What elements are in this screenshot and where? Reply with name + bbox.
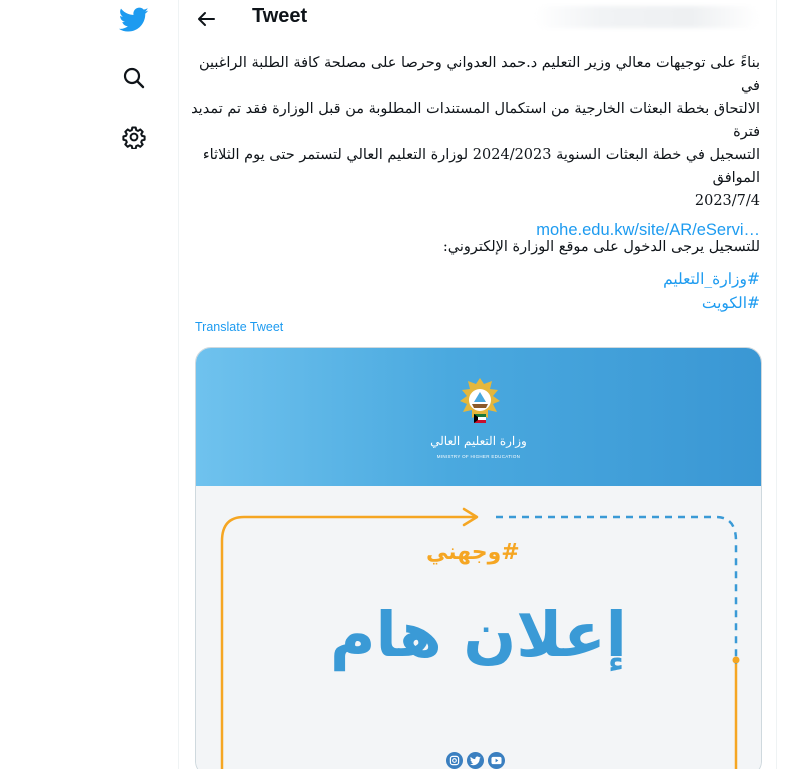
translate-tweet-link[interactable]: Translate Tweet (195, 320, 284, 334)
ministry-name-arabic: وزارة التعليم العالي (430, 434, 527, 448)
hashtag-ministry[interactable]: #وزارة_التعليم (663, 270, 760, 288)
twitter-home-button[interactable] (116, 2, 152, 38)
tweet-line: 2023/7/4 (694, 193, 760, 209)
kuwait-emblem-icon (444, 374, 516, 464)
search-icon (122, 66, 146, 90)
instagram-icon (446, 752, 463, 769)
media-hashtag: #وجهني (426, 540, 520, 565)
announcement-title: إعلان هام (330, 598, 627, 671)
tweet-line: الالتحاق بخطة البعثات الخارجية من استكمال المستندات المطلوبة من قبل الوزارة فقد تم تمديد فترة (191, 101, 760, 140)
left-nav (0, 0, 178, 769)
tweet-link[interactable]: mohe.edu.kw/site/AR/eServi… (536, 221, 760, 239)
settings-button[interactable] (116, 119, 152, 155)
tweet-line: للتسجيل يرجى الدخول على موقع الوزارة الإلكتروني: (442, 239, 760, 255)
tweet-media-image[interactable] (195, 347, 762, 769)
blurred-author-info (534, 6, 759, 28)
social-icons (446, 752, 505, 769)
hashtag-kuwait[interactable]: #الكويت (701, 294, 760, 312)
ministry-name-english: MINISTRY OF HIGHER EDUCATION (436, 454, 521, 459)
twitter-icon (467, 752, 484, 769)
media-banner (196, 348, 761, 486)
media-body (196, 486, 761, 769)
twitter-bird-icon (119, 7, 149, 33)
page-title: Tweet (252, 5, 308, 27)
header (179, 0, 777, 38)
back-arrow-icon (197, 11, 215, 27)
main-column (178, 0, 777, 769)
back-button[interactable] (191, 4, 221, 34)
tweet-line: التسجيل في خطة البعثات السنوية 2024/2023 لوزارة التعليم العالي لتستمر حتى يوم الثلاثاء الموافق (202, 147, 760, 186)
gear-icon (122, 125, 146, 149)
tweet-line: بناءً على توجيهات معالي وزير التعليم د.حمد العدواني وحرصا على مصلحة كافة الطلبة الراغبين في (199, 55, 760, 94)
explore-button[interactable] (116, 60, 152, 96)
youtube-icon (488, 752, 505, 769)
